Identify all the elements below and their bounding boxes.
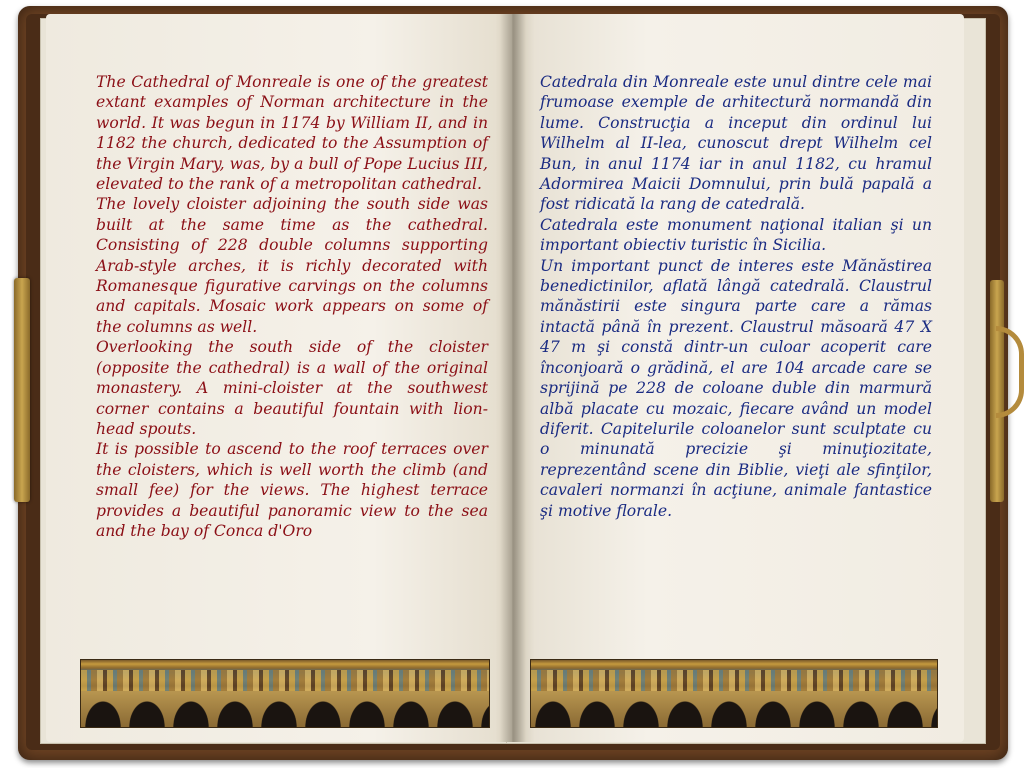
cloister-mosaic-image	[80, 659, 490, 728]
mosaic-frieze	[531, 670, 937, 692]
cloister-mosaic-image	[530, 659, 938, 728]
left-clasp-strap	[14, 278, 30, 502]
cloister-arches	[81, 691, 489, 727]
english-paragraph: Overlooking the south side of the cloister (opposite the cathedral) is a wall of the original monastery. A mini-cloister at the southwest corner contains a beautiful fountain with lion-head spouts.	[96, 338, 488, 438]
cloister-arches	[531, 691, 937, 727]
romanian-paragraph: Un important punct de interes este Mănăstirea benedictinilor, aflată lângă catedrală. Claustrul mănăstirii este singura parte care a rămas intactă până în prezent. Claustrul măsoară 47 X 47 m şi constă dintr-un culoar acoperit care înconjoară o grădină, el are 104 arcade care se sprijină pe 228 de coloane duble din marmură albă placate cu mozaic, fiecare având un model diferit. Capitelurile coloanelor sunt sculptate cu o minunată precizie şi minuţiozitate, reprezentând scene din Biblie, vieţi ale sfinţilor, cavaleri normanzi în acţiune, animale fantastice şi motive florale.	[540, 256, 932, 520]
english-paragraph: The Cathedral of Monreale is one of the greatest extant examples of Norman architecture in the world. It was begun in 1174 by William II, and in 1182 the church, dedicated to the Assumption of the Virgin Mary, was, by a bull of Pope Lucius III, elevated to the rank of a metropolitan cathedral.	[96, 73, 488, 194]
romanian-text-block	[540, 72, 932, 521]
mosaic-frieze	[81, 670, 489, 692]
english-paragraph: The lovely cloister adjoining the south side was built at the same time as the cathedral. Consisting of 228 double columns supporting Arab-style arches, it is richly decorated with Romanesque figurative carvings on the columns and capitals. Mosaic work appears on some of the columns as well.	[96, 195, 488, 336]
book-clasp-icon	[996, 326, 1024, 418]
romanian-paragraph: Catedrala din Monreale este unul dintre cele mai frumoase exemple de arhitectură normandă din lume. Construcţia a inceput din ordinul lui Wilhelm al II-lea, cunoscut drept Wilhelm cel Bun, in anul 1174 iar in anul 1182, cu hramul Adormirea Maicii Domnului, prin bulă papală a fost ridicată la rang de catedrală.	[540, 73, 932, 214]
romanian-paragraph: Catedrala este monument naţional italian şi un important obiectiv turistic în Sicilia.	[540, 215, 932, 255]
english-paragraph: It is possible to ascend to the roof terraces over the cloisters, which is well worth the climb (and small fee) for the views. The highest terrace provides a beautiful panoramic view to the sea and the bay of Conca d'Oro	[96, 440, 488, 540]
book-spine	[500, 14, 526, 742]
english-text-block	[96, 72, 488, 541]
